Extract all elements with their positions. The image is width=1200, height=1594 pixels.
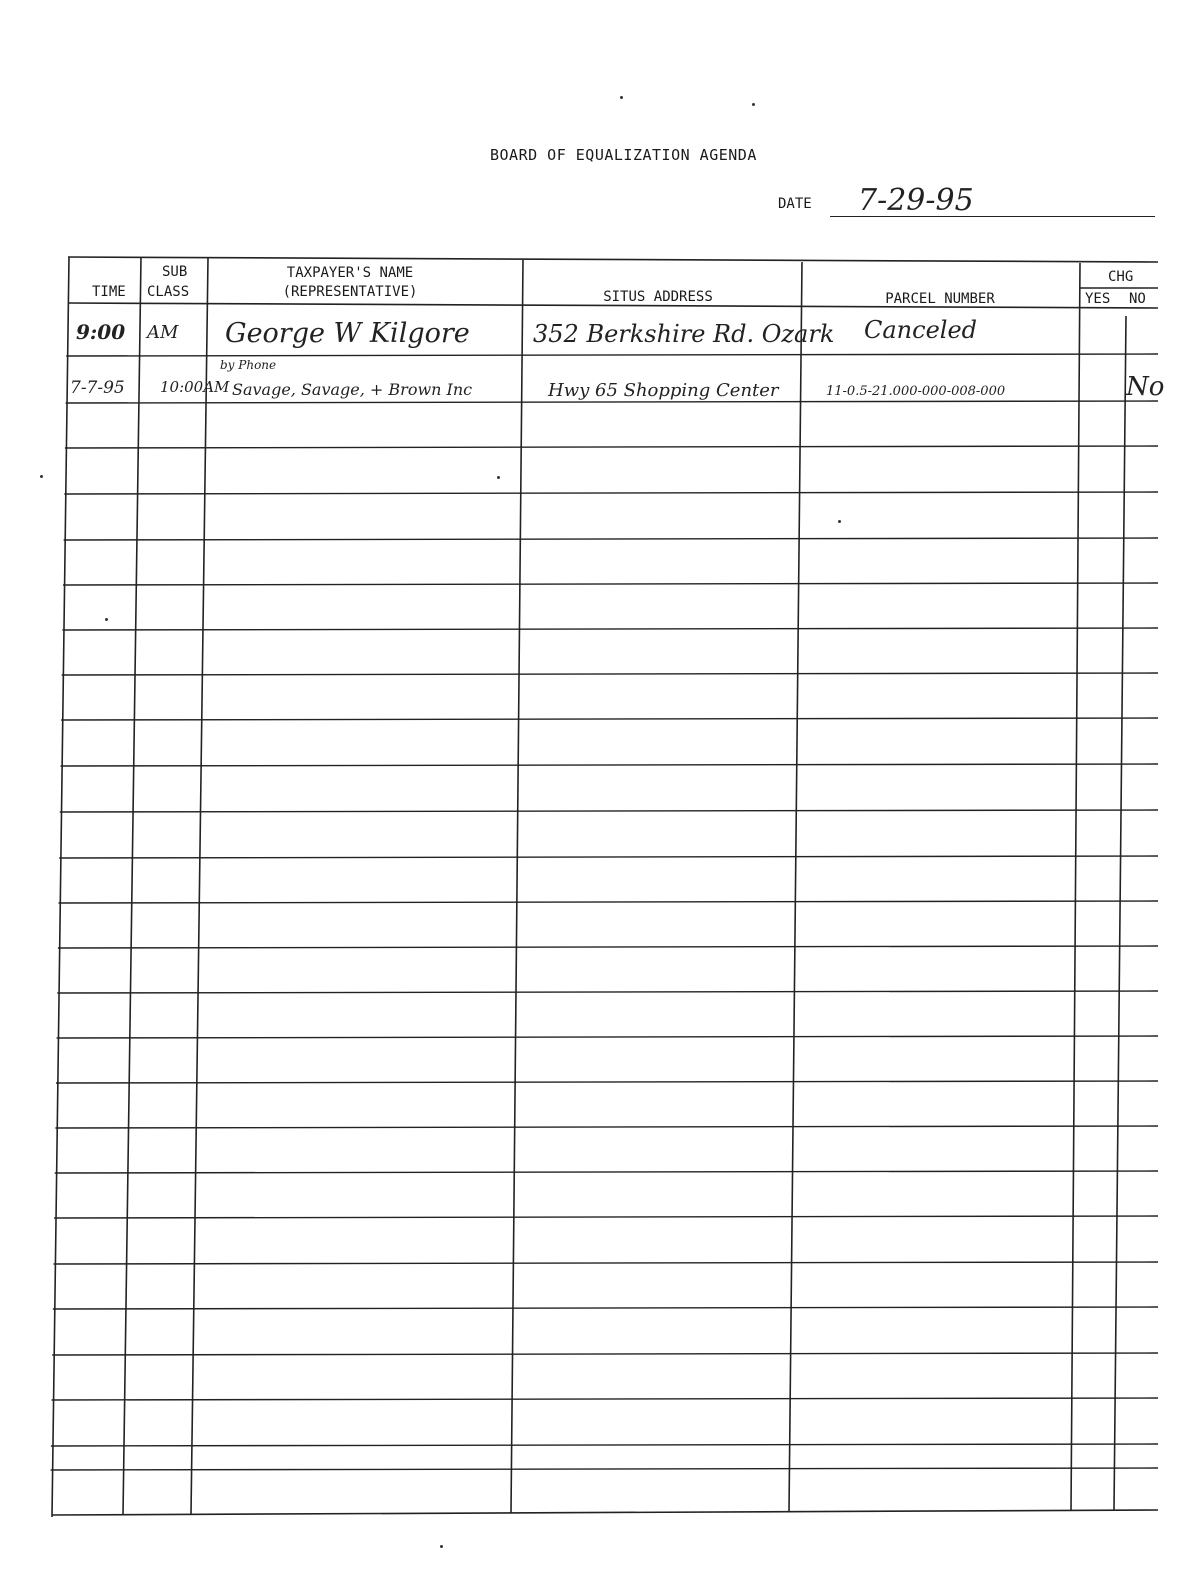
scan-speck <box>40 475 43 478</box>
row-rule <box>52 1398 1159 1400</box>
row1-sub-class: AM <box>147 322 179 343</box>
row-rule <box>53 1307 1158 1309</box>
row-rule <box>55 1126 1158 1128</box>
row-rule <box>57 991 1158 993</box>
document-title: BOARD OF EQUALIZATION AGENDA <box>490 146 757 164</box>
row-rule <box>55 1171 1158 1173</box>
row-rule <box>62 628 1158 630</box>
row-rule <box>52 1353 1158 1355</box>
scan-speck <box>105 618 108 621</box>
row-rule <box>51 1468 1158 1470</box>
scan-speck <box>497 476 500 479</box>
row1-taxpayer: George W Kilgore <box>225 318 470 349</box>
row2-no: No <box>1126 372 1165 402</box>
row-rule <box>59 901 1159 903</box>
row-rule <box>59 856 1158 858</box>
row-rule <box>61 718 1158 720</box>
row-lines <box>51 354 1158 1470</box>
row2-situs: Hwy 65 Shopping Center <box>548 380 779 401</box>
header-no: NO <box>1129 291 1146 307</box>
row-rule <box>56 1081 1158 1083</box>
date-value: 7-29-95 <box>858 183 974 218</box>
row-rule <box>54 1262 1159 1264</box>
row1-time: 9:00 <box>76 320 126 344</box>
row-rule <box>64 538 1158 540</box>
row-rule <box>61 764 1159 766</box>
row1-parcel: Canceled <box>864 316 978 344</box>
header-situs-address: SITUS ADDRESS <box>603 289 713 305</box>
row-rule <box>66 401 1158 403</box>
row-rule <box>51 1444 1158 1446</box>
header-taxpayer-name: TAXPAYER'S NAME <box>286 265 414 281</box>
row-rule <box>57 1036 1158 1038</box>
scan-speck <box>838 520 841 523</box>
header-chg: CHG <box>1108 269 1134 285</box>
scan-speck <box>752 103 755 106</box>
header-yes: YES <box>1085 291 1111 307</box>
row-rule <box>60 810 1158 812</box>
row-rule <box>58 946 1158 948</box>
row2-time: 7-7-95 <box>70 378 125 398</box>
row-rule <box>54 1216 1158 1218</box>
row2-sub-class: 10:00AM <box>160 378 230 396</box>
header-representative: (REPRESENTATIVE) <box>282 284 418 300</box>
row-rule <box>62 673 1158 675</box>
row-rule <box>66 354 1158 356</box>
row-rule <box>65 446 1158 448</box>
scan-speck <box>620 96 623 99</box>
row2-parcel: 11-0.5-21.000-000-008-000 <box>826 384 1006 399</box>
row-rule <box>63 583 1158 585</box>
header-sub: SUB <box>162 264 188 280</box>
header-parcel-number: PARCEL NUMBER <box>885 291 995 307</box>
row1-situs: 352 Berkshire Rd. Ozark <box>533 320 835 348</box>
scan-speck <box>440 1545 443 1548</box>
row-rule <box>64 492 1158 494</box>
row2-taxpayer: Savage, Savage, + Brown Inc <box>232 380 473 399</box>
date-label: DATE <box>778 196 812 212</box>
header-class: CLASS <box>147 284 190 300</box>
header-time: TIME <box>92 284 126 300</box>
row2-taxpayer-note: by Phone <box>220 358 277 372</box>
